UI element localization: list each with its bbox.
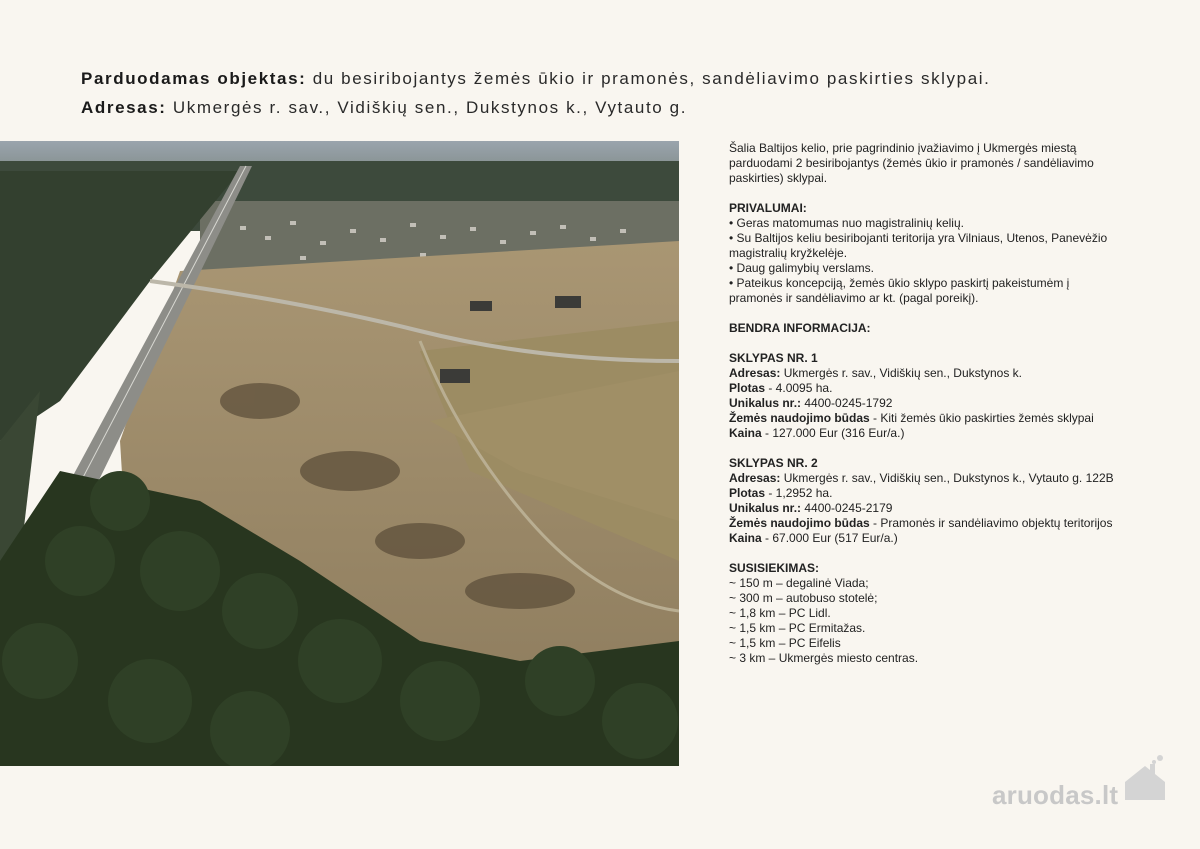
address-line: [81, 93, 1181, 122]
plot-id: Unikalus nr.: 4400-0245-2179: [729, 501, 893, 515]
plot-price: Kaina - 67.000 Eur (517 Eur/a.): [729, 531, 898, 545]
brand-watermark: [992, 752, 1172, 812]
plot-address: Adresas: Ukmergės r. sav., Vidiškių sen., Dukstynos k.: [729, 366, 1022, 380]
list-item: ~ 3 km – Ukmergės miesto centras.: [729, 651, 919, 665]
plot-1-section: [729, 351, 1149, 441]
object-value: du besiribojantys žemės ūkio ir pramonės, sandėliavimo paskirties sklypai.: [306, 69, 991, 88]
plot-id: Unikalus nr.: 4400-0245-1792: [729, 396, 893, 410]
list-item: ~ 1,8 km – PC Lidl.: [729, 606, 831, 620]
object-line: [81, 64, 1181, 93]
list-item: • Pateikus koncepciją, žemės ūkio sklypo paskirtį pakeistumėm į: [729, 276, 1070, 290]
page-header: [81, 64, 1181, 122]
plot-2-section: [729, 456, 1149, 546]
address-value: Ukmergės r. sav., Vidiškių sen., Dukstynos k., Vytauto g.: [166, 98, 688, 117]
plot-use: Žemės naudojimo būdas - Kiti žemės ūkio paskirties žemės sklypai: [729, 411, 1094, 425]
list-item: ~ 300 m – autobuso stotelė;: [729, 591, 878, 605]
intro-line: Šalia Baltijos kelio, prie pagrindinio įvažiavimo į Ukmergės miestą: [729, 141, 1077, 155]
plot-address: Adresas: Ukmergės r. sav., Vidiškių sen., Dukstynos k., Vytauto g. 122B: [729, 471, 1114, 485]
list-item: ~ 150 m – degalinė Viada;: [729, 576, 869, 590]
list-item: • Su Baltijos keliu besiribojanti teritorija yra Vilniaus, Utenos, Panevėžio: [729, 231, 1108, 245]
plot-area: Plotas - 1,2952 ha.: [729, 486, 833, 500]
object-label: Parduodamas objektas:: [81, 69, 307, 88]
list-item: ~ 1,5 km – PC Ermitažas.: [729, 621, 866, 635]
list-item: pramonės ir sandėliavimo ar kt. (pagal poreikį).: [729, 291, 979, 305]
plot-title: SKLYPAS NR. 1: [729, 351, 818, 365]
brand-text: aruodas.lt: [992, 780, 1119, 810]
transport-heading: SUSISIEKIMAS:: [729, 561, 820, 575]
intro-line: paskirties) sklypai.: [729, 171, 828, 185]
advantages-list: [729, 216, 1149, 306]
plot-price: Kaina - 127.000 Eur (316 Eur/a.): [729, 426, 905, 440]
intro-line: parduodami 2 besiribojantys (žemės ūkio ir pramonės / sandėliavimo: [729, 156, 1094, 170]
general-info-heading: BENDRA INFORMACIJA:: [729, 321, 871, 335]
description-panel: [729, 141, 1149, 666]
house-icon: [1120, 752, 1170, 802]
advantages-heading: PRIVALUMAI:: [729, 201, 807, 215]
address-label: Adresas:: [81, 98, 167, 117]
plot-title: SKLYPAS NR. 2: [729, 456, 818, 470]
plot-area: Plotas - 4.0095 ha.: [729, 381, 833, 395]
list-item: magistralių kryžkelėje.: [729, 246, 848, 260]
list-item: • Daug galimybių verslams.: [729, 261, 874, 275]
aerial-photo: [0, 141, 679, 766]
list-item: • Geras matomumas nuo magistralinių kelių.: [729, 216, 964, 230]
list-item: ~ 1,5 km – PC Eifelis: [729, 636, 841, 650]
transport-list: [729, 576, 1149, 666]
plot-use: Žemės naudojimo būdas - Pramonės ir sandėliavimo objektų teritorijos: [729, 516, 1113, 530]
